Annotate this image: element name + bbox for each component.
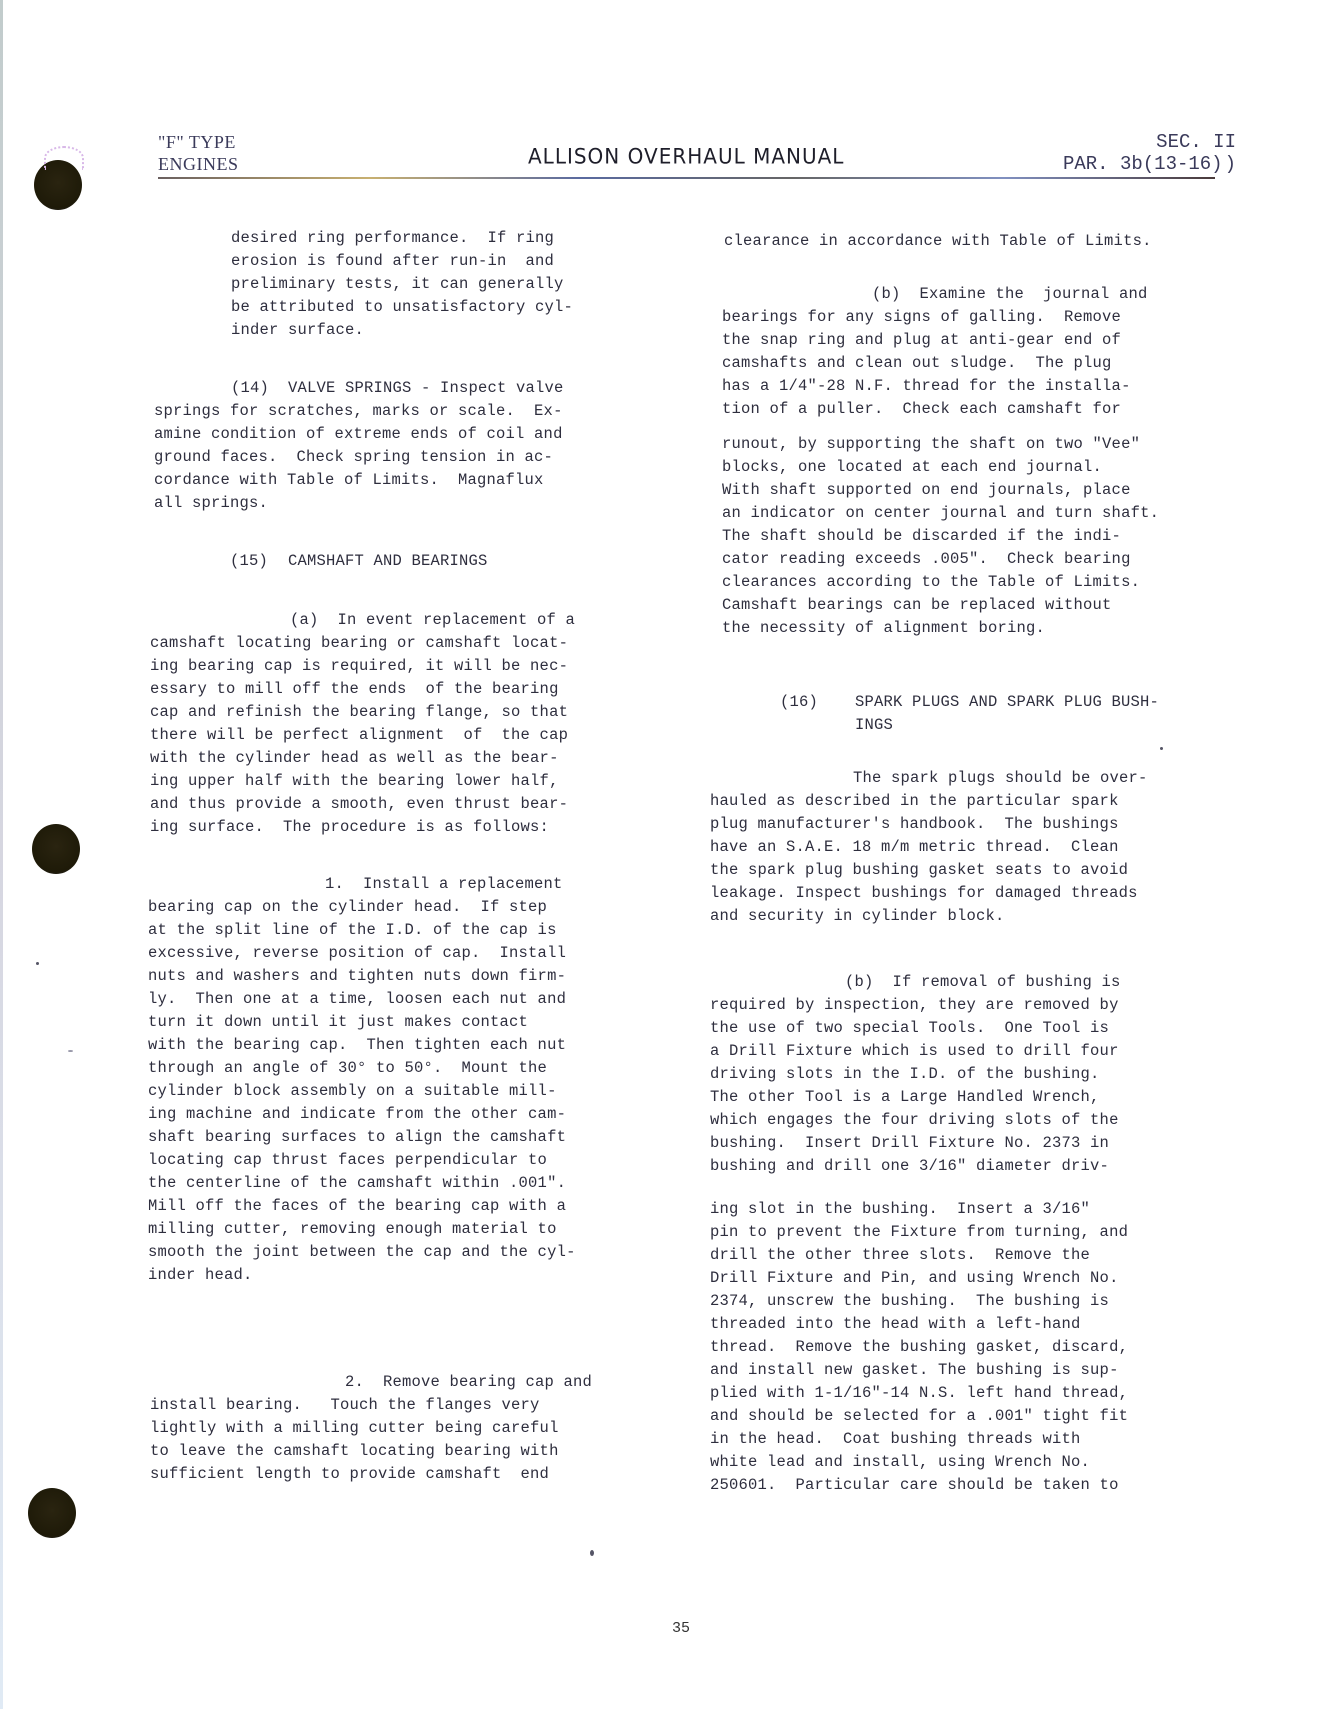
stray-mark [590,1550,594,1556]
text-line: bushing and drill one 3/16" diameter driv- [710,1157,1110,1175]
text-line: turn it down until it just makes contact [148,1013,529,1031]
text-line: inder head. [148,1266,253,1284]
text-line: the centerline of the camshaft within .001". [148,1174,567,1192]
text-line: erosion is found after run-in and [231,252,555,270]
text-line: the spark plug bushing gasket seats to avoid [710,861,1129,879]
text-line: With shaft supported on end journals, place [722,481,1131,499]
text-line: bearing cap on the cylinder head. If step [148,898,548,916]
text-line: Camshaft bearings can be replaced without [722,596,1112,614]
text-line: there will be perfect alignment of the cap [150,726,569,744]
stray-mark [36,962,39,965]
text-line: 250601. Particular care should be taken to [710,1476,1119,1494]
text-line: camshaft locating bearing or camshaft locat- [150,634,569,652]
header-paragraph: PAR. 3b(13-16) [1062,153,1223,175]
text-line: preliminary tests, it can generally [231,275,564,293]
text-line: locating cap thrust faces perpendicular to [148,1151,548,1169]
text-line: leakage. Inspect bushings for damaged threads [710,884,1138,902]
page-title: ALLISON OVERHAUL MANUAL [528,143,845,169]
text-line: milling cutter, removing enough material to [148,1220,557,1238]
text-line: the snap ring and plug at anti-gear end of [722,331,1122,349]
text-line: required by inspection, they are removed by [710,996,1119,1014]
stray-mark [1160,747,1163,750]
text-line: white lead and install, using Wrench No. [710,1453,1091,1471]
text-line: ing upper half with the bearing lower half, [150,772,559,790]
text-line: and should be selected for a .001" tight fit [710,1407,1129,1425]
subsection-lead-line: (a) In event replacement of a [290,611,576,629]
text-line: inder surface. [231,321,365,339]
header-left-line1: "F" TYPE [158,132,236,152]
text-line: ly. Then one at a time, loosen each nut and [148,990,567,1008]
header-section-ref [1063,131,1236,175]
text-line: and install new gasket. The bushing is sup- [710,1361,1119,1379]
text-line: clearances according to the Table of Limits. [722,573,1141,591]
header-section: SEC. II [1156,131,1236,153]
text-line: driving slots in the I.D. of the bushing. [710,1065,1100,1083]
text-line: be attributed to unsatisfactory cyl- [231,298,574,316]
text-line: at the split line of the I.D. of the cap is [148,921,557,939]
text-line: Mill off the faces of the bearing cap with a [148,1197,567,1215]
text-line: to leave the camshaft locating bearing with [150,1442,559,1460]
subsection-lead-line: (b) If removal of bushing is [845,973,1121,991]
text-line: lightly with a milling cutter being careful [150,1419,559,1437]
text-line: ground faces. Check spring tension in ac- [154,448,554,466]
text-line: and security in cylinder block. [710,907,1005,925]
text-line: has a 1/4"-28 N.F. thread for the installa- [722,377,1131,395]
text-line: desired ring performance. If ring [231,229,555,247]
text-line: thread. Remove the bushing gasket, discard, [710,1338,1129,1356]
text-line: and thus provide a smooth, even thrust bear- [150,795,569,813]
text-line: bearings for any signs of galling. Remove [722,308,1122,326]
text-line: essary to mill off the ends of the bearing [150,680,559,698]
text-line: the necessity of alignment boring. [722,619,1046,637]
section-heading-line: (14) VALVE SPRINGS - Inspect valve [231,379,564,397]
text-line: a Drill Fixture which is used to drill four [710,1042,1119,1060]
text-line: cordance with Table of Limits. Magnaflux [154,471,544,489]
header-stray-paren: ) [1224,153,1236,175]
text-line: through an angle of 30° to 50°. Mount the [148,1059,548,1077]
text-line: amine condition of extreme ends of coil and [154,425,563,443]
text-line: drill the other three slots. Remove the [710,1246,1091,1264]
section-title: SPARK PLUGS AND SPARK PLUG BUSH- [855,693,1160,711]
punch-hole-bottom [28,1488,76,1538]
text-line: smooth the joint between the cap and the cyl- [148,1243,576,1261]
text-line: ing bearing cap is required, it will be nec- [150,657,569,675]
stray-mark [68,1050,73,1052]
text-line: camshafts and clean out sludge. The plug [722,354,1112,372]
text-line: excessive, reverse position of cap. Install [148,944,567,962]
text-line: blocks, one located at each end journal. [722,458,1103,476]
header-rule [158,177,1215,179]
text-line: hauled as described in the particular spark [710,792,1119,810]
paragraph-lead-line: The spark plugs should be over- [853,769,1148,787]
section-number: (15) [230,552,269,570]
scan-edge [0,0,3,1709]
punch-hole-top [34,160,82,210]
text-line: Drill Fixture and Pin, and using Wrench No. [710,1269,1119,1287]
header-left-line2: ENGINES [158,154,239,174]
text-line: bushing. Insert Drill Fixture No. 2373 in [710,1134,1110,1152]
text-line: plied with 1-1/16"-14 N.S. left hand thread, [710,1384,1129,1402]
text-line: an indicator on center journal and turn shaft. [722,504,1160,522]
section-number: (16) [780,693,819,711]
subsection-lead-line: (b) Examine the journal and [872,285,1148,303]
text-line: the use of two special Tools. One Tool is [710,1019,1110,1037]
text-line: The other Tool is a Large Handled Wrench, [710,1088,1100,1106]
step-lead-line: 2. Remove bearing cap and [345,1373,593,1391]
text-line: which engages the four driving slots of the [710,1111,1119,1129]
text-line: all springs. [154,494,269,512]
text-line: cator reading exceeds .005". Check bearing [722,550,1131,568]
text-line: cylinder block assembly on a suitable mill- [148,1082,557,1100]
text-line: ing machine and indicate from the other cam- [148,1105,567,1123]
section-title-continued: INGS [855,716,894,734]
text-line: pin to prevent the Fixture from turning, and [710,1223,1129,1241]
step-lead-line: 1. Install a replacement [325,875,563,893]
text-line: runout, by supporting the shaft on two "Vee" [722,435,1141,453]
text-line: springs for scratches, marks or scale. Ex- [154,402,563,420]
punch-hole-middle [32,824,80,874]
header-engine-type [158,131,239,175]
text-line: threaded into the head with a left-hand [710,1315,1081,1333]
text-line: tion of a puller. Check each camshaft for [722,400,1122,418]
text-line: shaft bearing surfaces to align the camshaft [148,1128,567,1146]
text-line: with the bearing cap. Then tighten each nut [148,1036,567,1054]
text-line: clearance in accordance with Table of Limits. [724,232,1152,250]
text-line: sufficient length to provide camshaft end [150,1465,550,1483]
text-line: with the cylinder head as well as the bear- [150,749,559,767]
text-line: The shaft should be discarded if the indi- [722,527,1122,545]
text-line: plug manufacturer's handbook. The bushings [710,815,1119,833]
text-line: in the head. Coat bushing threads with [710,1430,1081,1448]
text-line: have an S.A.E. 18 m/m metric thread. Clean [710,838,1119,856]
text-line: cap and refinish the bearing flange, so that [150,703,569,721]
text-line: ing slot in the bushing. Insert a 3/16" [710,1200,1091,1218]
text-line: install bearing. Touch the flanges very [150,1396,540,1414]
text-line: ing surface. The procedure is as follows: [150,818,550,836]
section-title: CAMSHAFT AND BEARINGS [288,552,488,570]
page-number: 35 [672,1620,691,1637]
text-line: nuts and washers and tighten nuts down firm- [148,967,567,985]
text-line: 2374, unscrew the bushing. The bushing is [710,1292,1110,1310]
